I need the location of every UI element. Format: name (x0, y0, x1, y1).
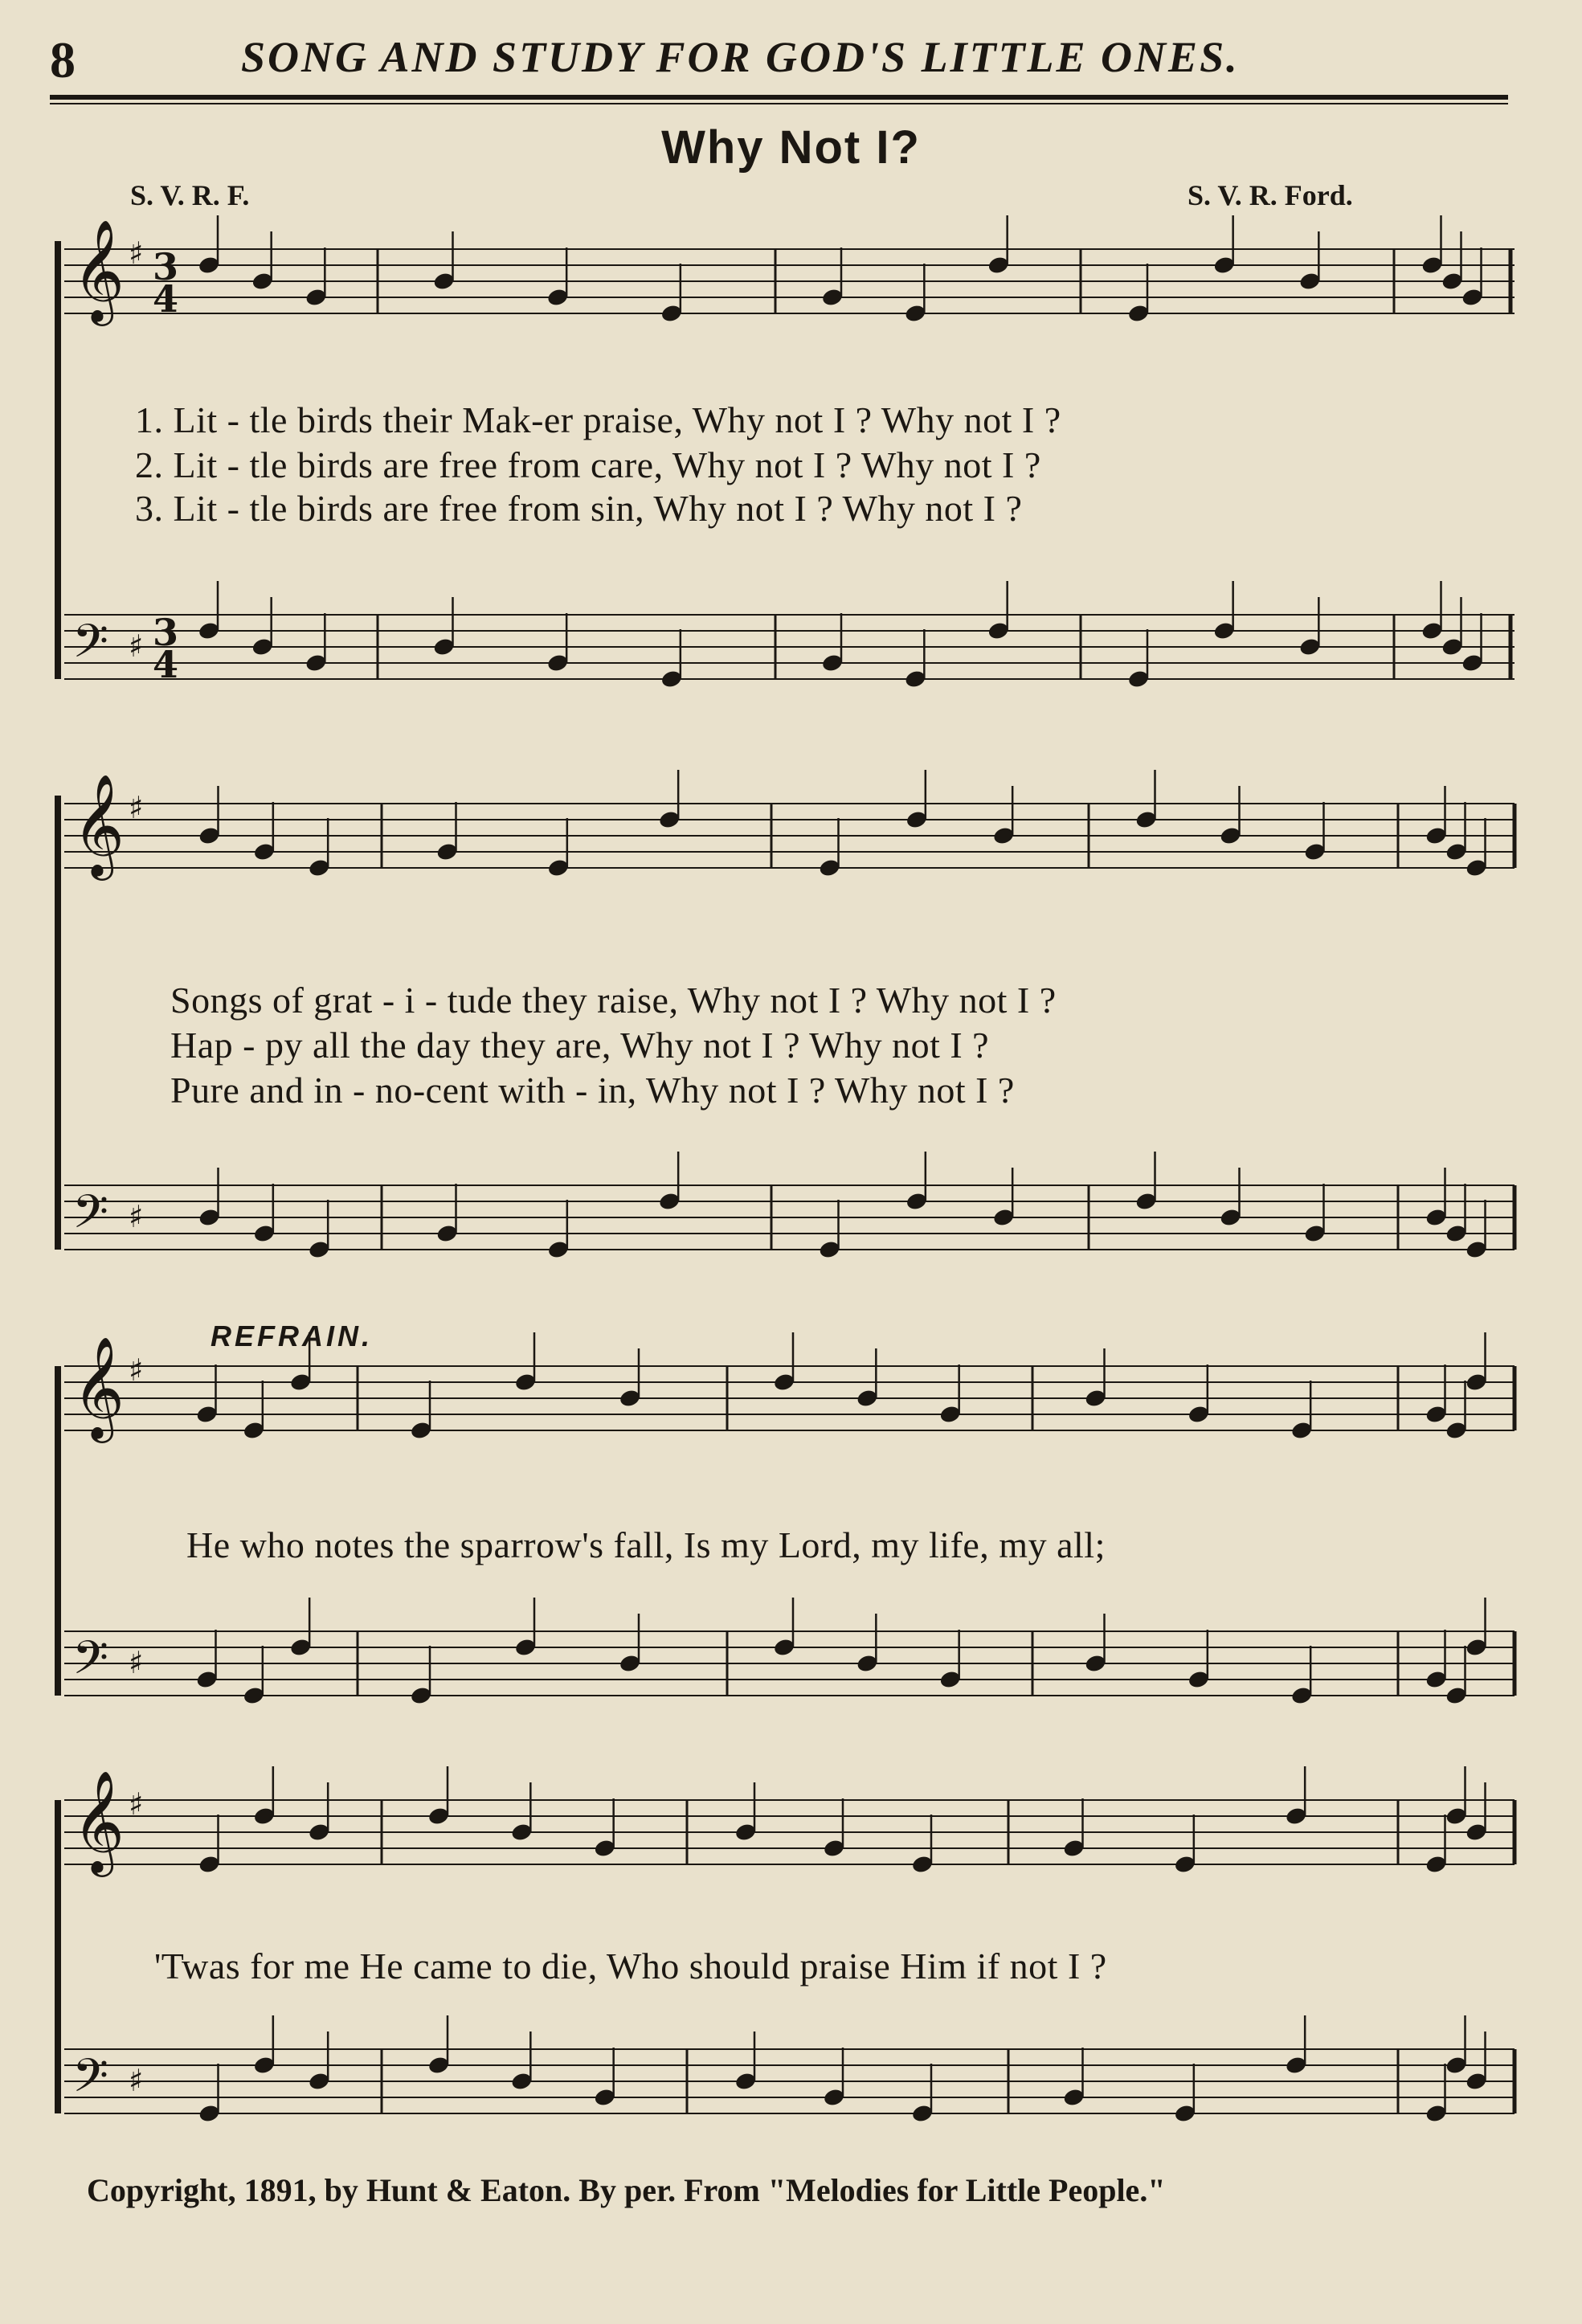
time-signature-bottom: 4 (153, 643, 179, 686)
verse-3-line-1: 3. Lit - tle birds are free from sin, Why not I ? Why not I ? (135, 488, 1023, 529)
system-bracket (55, 796, 61, 1250)
key-signature-sharp: ♯ (129, 1199, 144, 1234)
treble-clef: 𝄞 (72, 1770, 125, 1872)
verse-2-line-2: Hap - py all the day they are, Why not I ? Why not I ? (170, 1025, 990, 1066)
song-title: Why Not I? (661, 121, 921, 174)
treble-clef: 𝄞 (72, 773, 125, 876)
key-signature-sharp: ♯ (129, 1352, 144, 1388)
verse-1-line-1: 1. Lit - tle birds their Mak-er praise, Why not I ? Why not I ? (135, 399, 1061, 440)
refrain-line-1: He who notes the sparrow's fall, Is my Lord, my life, my all; (186, 1524, 1106, 1565)
words-credit: S. V. R. F. (130, 179, 250, 211)
refrain-label: REFRAIN. (211, 1320, 373, 1352)
key-signature-sharp: ♯ (129, 2063, 144, 2098)
treble-clef: 𝄞 (72, 219, 125, 321)
key-signature-sharp: ♯ (129, 235, 144, 271)
running-head: SONG AND STUDY FOR GOD'S LITTLE ONES. (241, 33, 1240, 81)
system-bracket (55, 1800, 61, 2113)
verse-2-line-1: 2. Lit - tle birds are free from care, Why not I ? Why not I ? (135, 444, 1041, 485)
system-bracket (55, 241, 61, 679)
copyright-footer: Copyright, 1891, by Hunt & Eaton. By per. From "Melodies for Little People." (87, 2172, 1166, 2208)
key-signature-sharp: ♯ (129, 790, 144, 825)
page-number: 8 (50, 31, 76, 88)
bass-clef: 𝄢 (72, 1185, 109, 1250)
time-signature-top: 3 (153, 611, 179, 654)
bass-clef: 𝄢 (72, 614, 109, 680)
time-signature-top: 3 (153, 245, 179, 288)
time-signature-bottom: 4 (153, 277, 179, 321)
system-bracket (55, 1366, 61, 1696)
treble-clef: 𝄞 (72, 1336, 125, 1438)
bass-clef: 𝄢 (72, 2048, 109, 2114)
key-signature-sharp: ♯ (129, 1786, 144, 1822)
key-signature-sharp: ♯ (129, 628, 144, 664)
refrain-line-2: 'Twas for me He came to die, Who should praise Him if not I ? (154, 1946, 1107, 1986)
key-signature-sharp: ♯ (129, 1645, 144, 1680)
verse-1-line-2: Songs of grat - i - tude they raise, Why not I ? Why not I ? (170, 980, 1057, 1021)
verse-3-line-2: Pure and in - no-cent with - in, Why not I ? Why not I ? (170, 1070, 1015, 1111)
music-credit: S. V. R. Ford. (1188, 179, 1353, 211)
bass-clef: 𝄢 (72, 1630, 109, 1696)
